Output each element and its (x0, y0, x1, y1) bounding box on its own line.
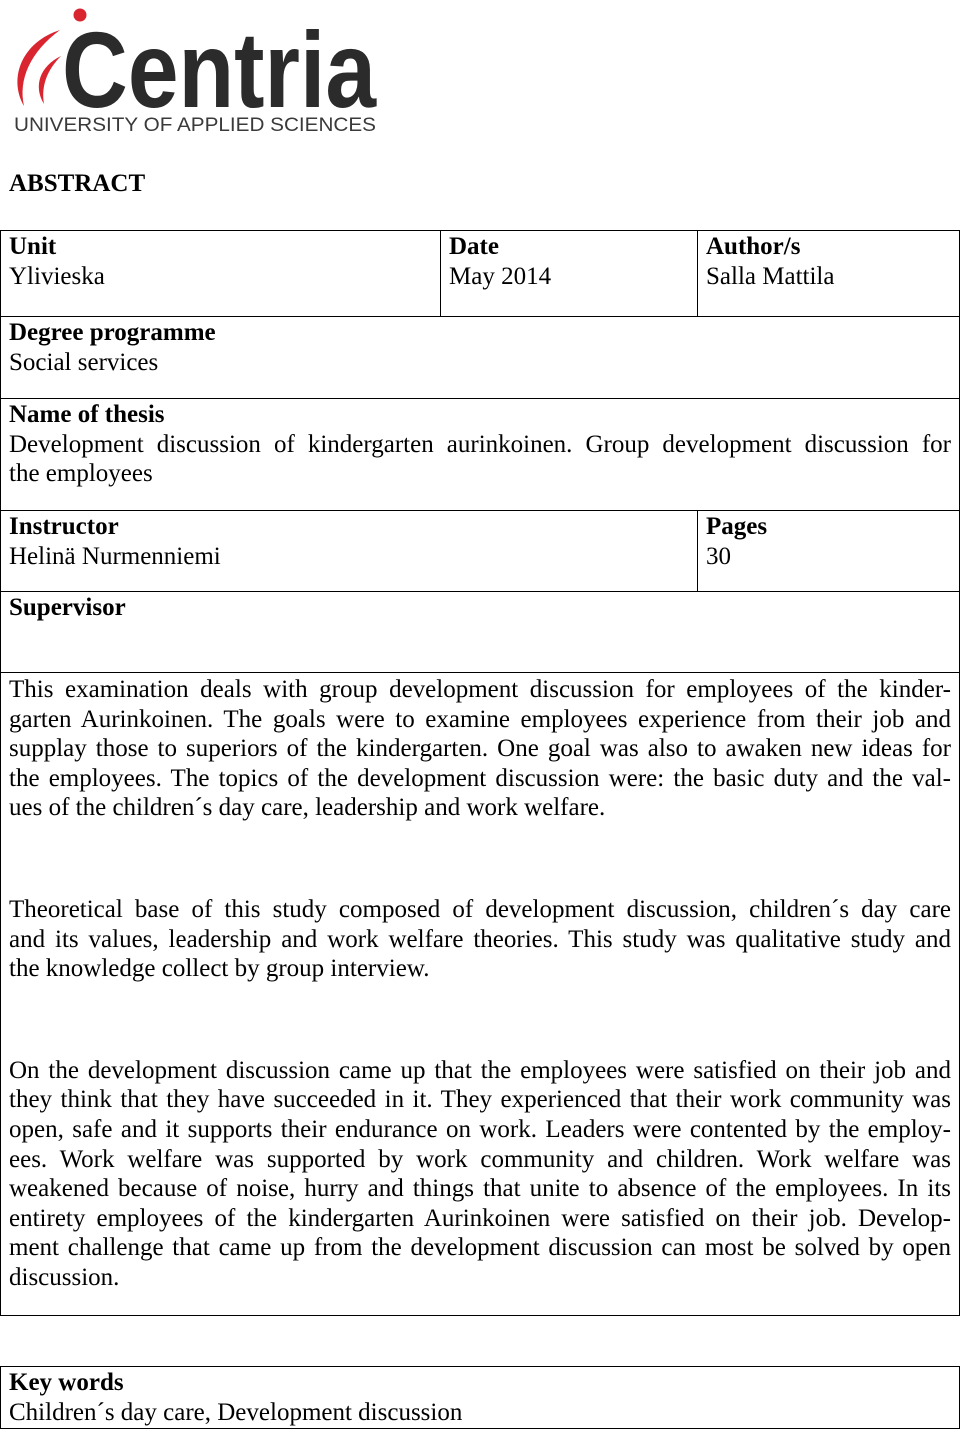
date-value: May 2014 (449, 262, 552, 290)
unit-label: Unit (9, 233, 57, 260)
abstract-line: supplay those to superiors of the kindergarten. One goal was also to awaken new ideas for (9, 735, 951, 763)
key-words-label: Key words (9, 1369, 124, 1396)
thesis-name-label: Name of thesis (9, 401, 165, 428)
abstract-paragraph (9, 1056, 951, 1293)
abstract-line: On the development discussion came up that the employees were satisfied on their job and (9, 1056, 951, 1084)
pages-label: Pages (706, 513, 768, 540)
degree-programme-label: Degree programme (9, 319, 216, 346)
degree-programme-value: Social services (9, 348, 159, 376)
abstract-line: This examination deals with group development discussion for employees of the kinder- (9, 676, 951, 703)
supervisor-cell (1, 592, 959, 672)
abstract-paragraph (9, 895, 951, 984)
abstract-form (0, 230, 960, 1316)
row-supervisor (1, 592, 959, 673)
row-degree-programme (1, 317, 959, 399)
instructor-label: Instructor (9, 513, 119, 540)
abstract-paragraph (9, 675, 951, 823)
abstract-line: garten Aurinkoinen. The goals were to examine employees experience from their job and (9, 705, 951, 733)
logo-swoosh-inner (39, 56, 61, 104)
pages-cell (697, 511, 959, 591)
degree-programme-cell (1, 317, 959, 398)
author-cell (697, 231, 959, 316)
author-label: Author/s (706, 233, 801, 260)
abstract-line: discussion. (9, 1263, 120, 1291)
page-title: ABSTRACT (9, 170, 146, 197)
abstract-line: open, safe and it supports their endurance on work. Leaders were contented by the employ- (9, 1115, 951, 1143)
supervisor-label: Supervisor (9, 594, 126, 621)
date-label: Date (449, 233, 499, 260)
abstract-text-cell (1, 673, 959, 1315)
key-words-box (0, 1366, 960, 1429)
abstract-line: and its values, leadership and work welfare theories. This study was qualitative study and (9, 925, 951, 953)
abstract-line: Theoretical base of this study composed of development discussion, children´s day care (9, 895, 951, 923)
thesis-name-cell (1, 399, 959, 510)
thesis-name-line: Development discussion of kindergarten aurinkoinen. Group development discussion for (9, 430, 951, 458)
instructor-cell (1, 511, 697, 591)
abstract-line: entirety employees of the kindergarten Aurinkoinen were satisfied on their job. Develop- (9, 1204, 951, 1232)
row-name-of-thesis (1, 399, 959, 511)
date-cell (440, 231, 697, 316)
logo-name: Centria (62, 9, 377, 130)
row-unit-date-author (1, 231, 959, 317)
abstract-line: the employees. The topics of the development discussion were: the basic duty and the val- (9, 764, 951, 792)
abstract-line: ues of the children´s day care, leadership and work welfare. (9, 794, 606, 822)
instructor-value: Helinä Nurmenniemi (9, 542, 221, 570)
centria-logo (0, 0, 390, 140)
abstract-line: the knowledge collect by group interview. (9, 955, 430, 983)
unit-value: Ylivieska (9, 262, 105, 290)
logo-tagline: UNIVERSITY OF APPLIED SCIENCES (14, 115, 376, 136)
abstract-line: ees. Work welfare was supported by work community and children. Work welfare was (9, 1145, 951, 1173)
key-words-value: Children´s day care, Development discussion (9, 1398, 463, 1426)
row-instructor-pages (1, 511, 959, 592)
abstract-line: ment challenge that came up from the development discussion can most be solved by open (9, 1234, 951, 1262)
logo-swoosh-outer (17, 30, 60, 106)
pages-value: 30 (706, 542, 731, 570)
unit-cell (1, 231, 440, 316)
abstract-line: they think that they have succeeded in it. They experienced that their work community was (9, 1086, 951, 1114)
row-abstract-text (1, 673, 959, 1315)
thesis-name-line: the employees (9, 460, 153, 488)
abstract-line: weakened because of noise, hurry and things that unite to absence of the employees. In its (9, 1175, 951, 1203)
author-value: Salla Mattila (706, 262, 835, 290)
